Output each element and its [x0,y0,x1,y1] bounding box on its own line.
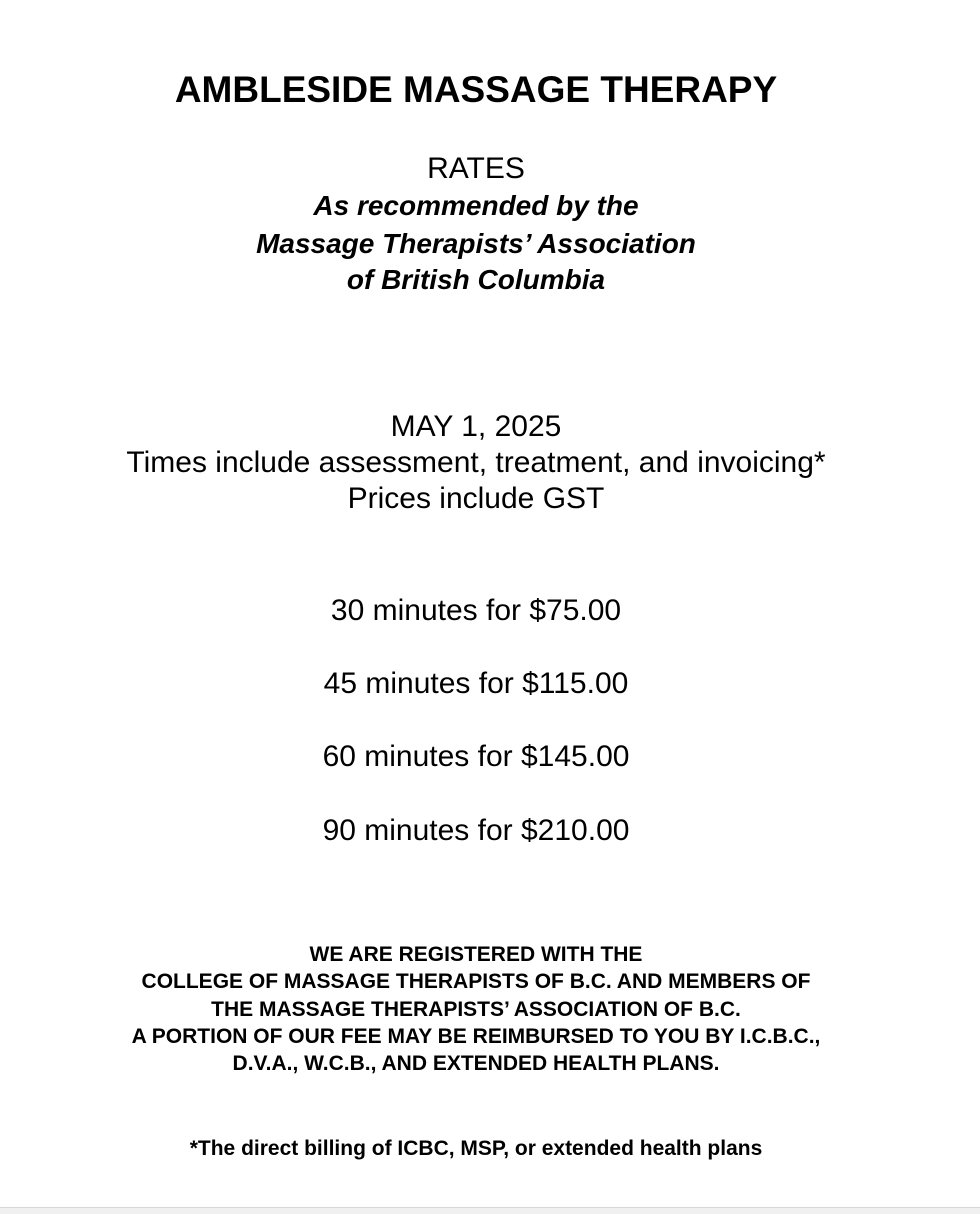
rate-item: 30 minutes for $75.00 [330,594,622,627]
effective-date: MAY 1, 2025 [390,410,562,443]
registration-notice-line: D.V.A., W.C.B., AND EXTENDED HEALTH PLANS. [232,1052,720,1075]
rate-item: 90 minutes for $210.00 [322,814,630,847]
times-note: Times include assessment, treatment, and invoicing* [126,446,826,479]
page-bottom-edge [0,1207,980,1214]
recommendation-line-2: Massage Therapists’ Association [256,228,696,259]
billing-footnote: *The direct billing of ICBC, MSP, or extended health plans [189,1137,763,1160]
registration-notice-line: WE ARE REGISTERED WITH THE [309,943,643,966]
registration-notice-line: A PORTION OF OUR FEE MAY BE REIMBURSED TO YOU BY I.C.B.C., [131,1025,821,1048]
document-title: AMBLESIDE MASSAGE THERAPY [174,69,778,110]
recommendation-line-1: As recommended by the [313,190,639,221]
recommendation-line-3: of British Columbia [346,264,606,295]
rate-item: 45 minutes for $115.00 [323,667,629,700]
rate-item: 60 minutes for $145.00 [322,740,630,773]
registration-notice-line: COLLEGE OF MASSAGE THERAPISTS OF B.C. AND MEMBERS OF [141,970,811,993]
prices-note: Prices include GST [347,482,605,515]
registration-notice-line: THE MASSAGE THERAPISTS’ ASSOCIATION OF B.C. [211,998,741,1021]
rates-heading: RATES [427,152,525,185]
